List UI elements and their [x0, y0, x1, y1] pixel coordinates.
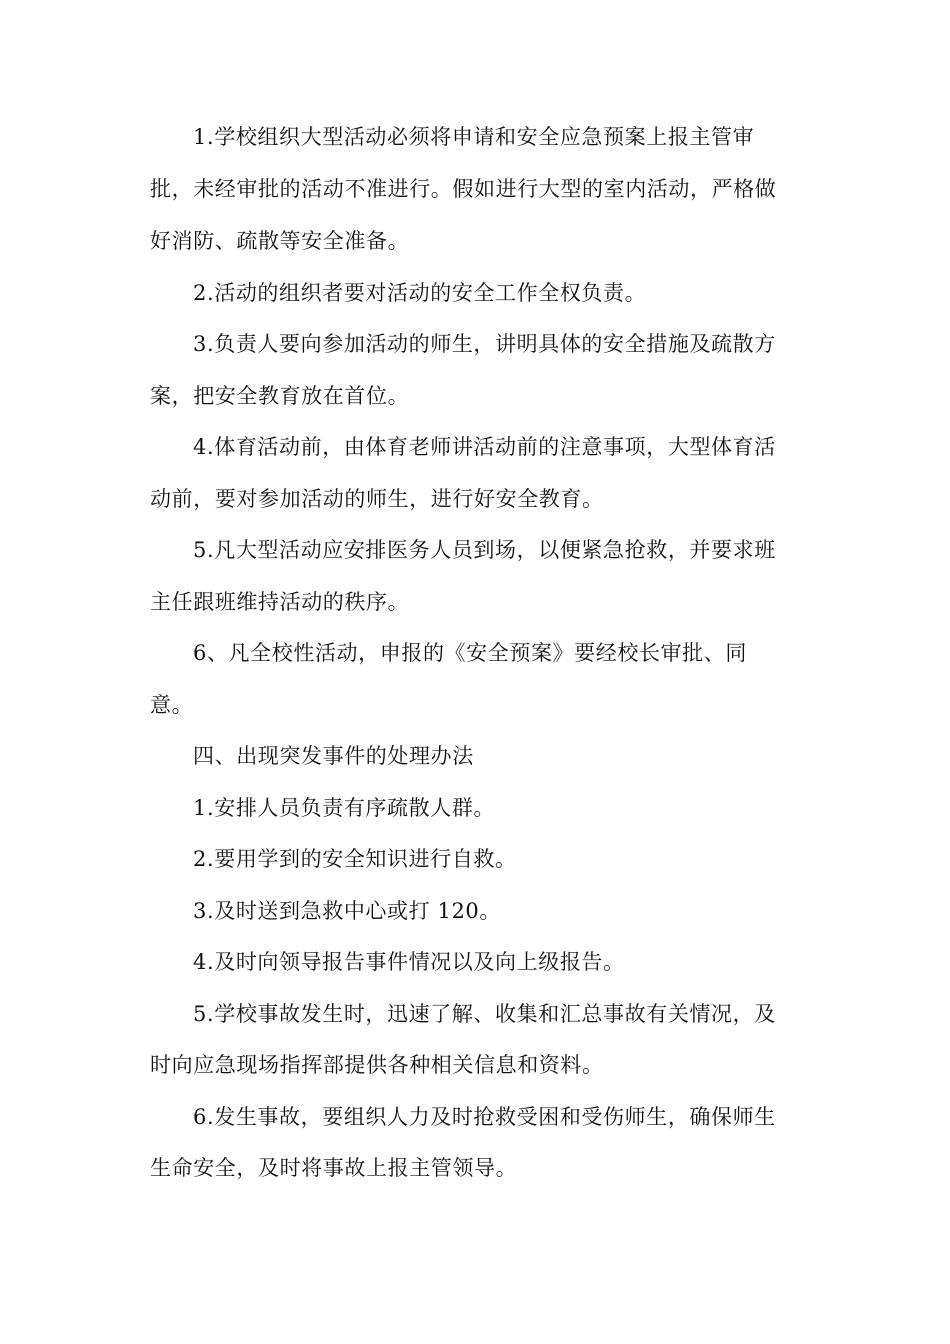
paragraph-line: 意。 [150, 693, 194, 717]
paragraph-line: 批，未经审批的活动不准进行。假如进行大型的室内活动，严格做 [150, 177, 777, 201]
paragraph-line: 动前，要对参加活动的师生，进行好安全教育。 [150, 487, 604, 511]
paragraph-line: 2.活动的组织者要对活动的安全工作全权负责。 [193, 281, 647, 305]
paragraph-line: 5.学校事故发生时，迅速了解、收集和汇总事故有关情况，及 [193, 1002, 776, 1026]
paragraph-line: 1.安排人员负责有序疏散人群。 [193, 796, 496, 820]
section-heading: 四、出现突发事件的处理办法 [193, 744, 474, 768]
paragraph-line: 4.及时向领导报告事件情况以及向上级报告。 [193, 950, 625, 974]
paragraph-line: 主任跟班维持活动的秩序。 [150, 590, 410, 614]
paragraph-line: 5.凡大型活动应安排医务人员到场，以便紧急抢救，并要求班 [193, 538, 776, 562]
paragraph-line: 2.要用学到的安全知识进行自救。 [193, 847, 517, 871]
paragraph-line: 1.学校组织大型活动必须将申请和安全应急预案上报主管审 [193, 125, 755, 149]
paragraph-line: 4.体育活动前，由体育老师讲活动前的注意事项，大型体育活 [193, 435, 776, 459]
paragraph-line: 案，把安全教育放在首位。 [150, 384, 410, 408]
paragraph-line: 6.发生事故，要组织人力及时抢救受困和受伤师生，确保师生 [193, 1105, 776, 1129]
paragraph-line: 6、凡全校性活动，申报的《安全预案》要经校长审批、同 [193, 641, 747, 665]
paragraph-line: 3.及时送到急救中心或打 120。 [193, 899, 501, 923]
paragraph-line: 好消防、疏散等安全准备。 [150, 229, 410, 253]
paragraph-line: 生命安全，及时将事故上报主管领导。 [150, 1156, 518, 1180]
paragraph-line: 3.负责人要向参加活动的师生，讲明具体的安全措施及疏散方 [193, 332, 776, 356]
paragraph-line: 时向应急现场指挥部提供各种相关信息和资料。 [150, 1053, 604, 1077]
